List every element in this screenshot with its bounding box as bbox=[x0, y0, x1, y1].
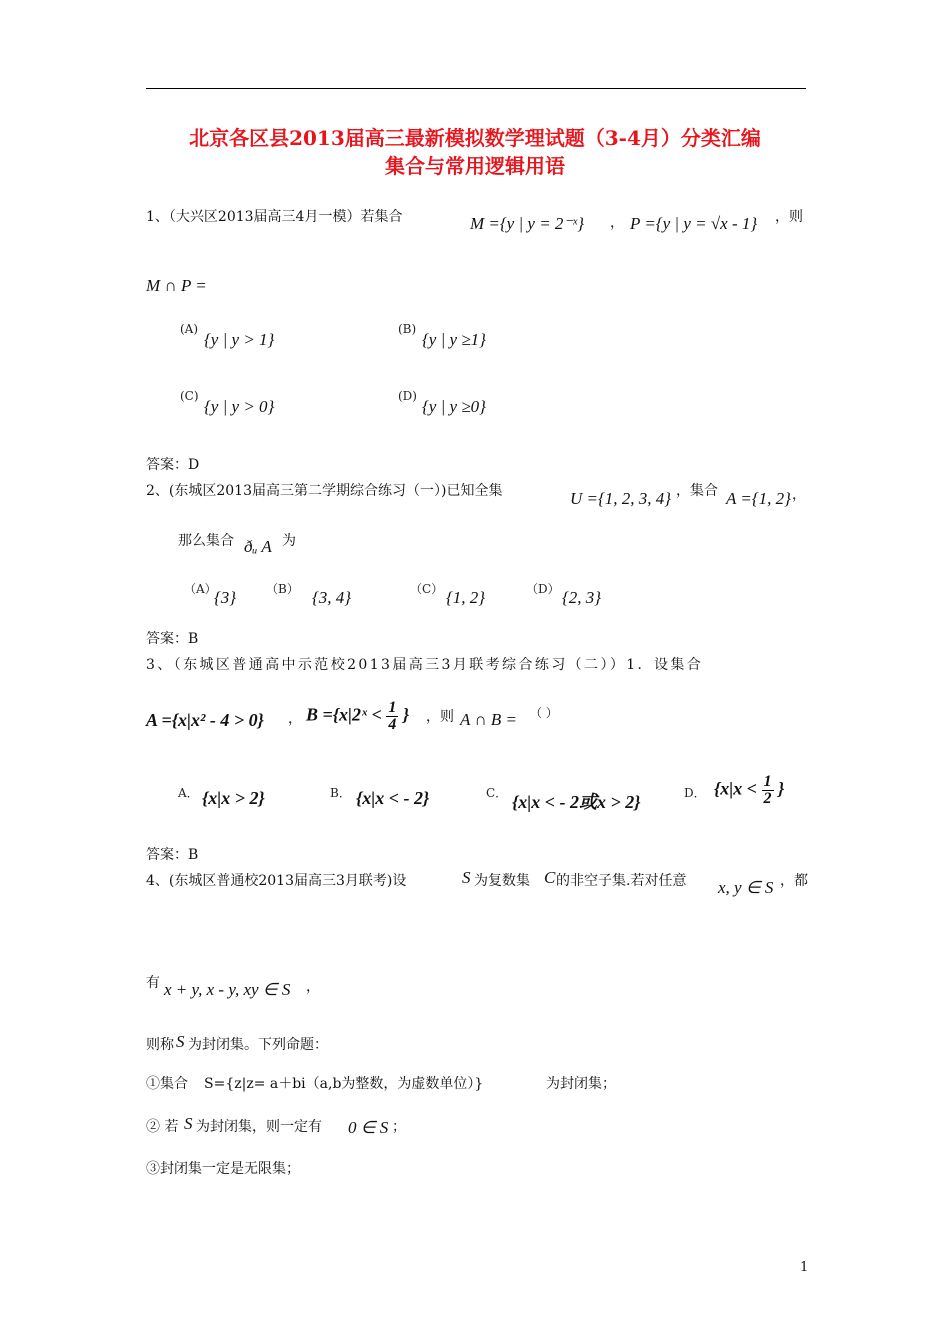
q3-frac-num: 1 bbox=[388, 699, 397, 716]
q4-item2-math: 0 ∈ S bbox=[348, 1118, 389, 1137]
q1-option-a-letter: (A) bbox=[180, 322, 199, 336]
document-title: 北京各区县2013届高三最新模拟数学理试题（3-4月）分类汇编 bbox=[189, 126, 761, 150]
q4-item2-pre: ② 若 bbox=[146, 1119, 179, 1135]
q3-option-c[interactable]: {x|x < - 2或x > 2} bbox=[512, 792, 641, 812]
q1-option-d-letter: (D) bbox=[398, 389, 417, 403]
q3-fraction bbox=[386, 700, 398, 733]
q2-option-c[interactable]: {1, 2} bbox=[446, 588, 486, 607]
q2-line2-pre: 那么集合 bbox=[178, 533, 234, 549]
q2-option-d[interactable]: {2, 3} bbox=[562, 588, 602, 607]
q2-option-b-letter: （B） bbox=[266, 582, 299, 596]
q1-option-d[interactable]: {y | y ≥0} bbox=[422, 397, 486, 416]
q4-item1-pre: ①集合 bbox=[146, 1076, 188, 1092]
header-rule bbox=[146, 88, 806, 89]
q2-option-c-letter: （C） bbox=[410, 582, 444, 596]
q4-line1-post: 的非空子集.若对任意 bbox=[556, 873, 687, 889]
q3-option-d-den: 2 bbox=[763, 790, 772, 807]
q4-item2-mid: 为封闭集，则一定有 bbox=[196, 1119, 322, 1135]
q4-item1-post: 为封闭集； bbox=[546, 1076, 616, 1092]
q3-option-b[interactable]: {x|x < - 2} bbox=[356, 788, 430, 808]
q2-set-a: A ={1, 2} bbox=[726, 489, 791, 508]
q4-line2-post: ， bbox=[306, 979, 320, 995]
q4-line2-pre: 有 bbox=[146, 975, 160, 991]
q1-option-b-letter: (B) bbox=[398, 322, 417, 336]
q1-option-c[interactable]: {y | y > 0} bbox=[204, 397, 275, 416]
q2-option-a[interactable]: {3} bbox=[214, 588, 237, 607]
q1-comma: ， bbox=[610, 215, 624, 231]
q3-option-d[interactable] bbox=[714, 774, 784, 807]
q3-option-d-letter: D． bbox=[684, 786, 706, 800]
q1-option-b[interactable]: {y | y ≥1} bbox=[422, 330, 486, 349]
q2-suffix: ， bbox=[792, 487, 806, 503]
q4-line1-pre: 4、(东城区普通校2013届高三3月联考)设 bbox=[146, 873, 407, 889]
q2-set-u: U ={1, 2, 3, 4} bbox=[570, 489, 672, 508]
q2-option-d-letter: （D） bbox=[526, 582, 560, 596]
q1-option-a[interactable]: {y | y > 1} bbox=[204, 330, 275, 349]
q3-then: ，则 bbox=[426, 709, 454, 725]
q3-prefix: 3、（东城区普通高中示范校2013届高三3月联考综合练习（二））1．设集合 bbox=[146, 657, 704, 673]
q1-option-c-letter: (C) bbox=[180, 389, 199, 403]
q3-option-d-fraction bbox=[762, 774, 774, 807]
q3-comma: ， bbox=[288, 711, 302, 727]
q2-prefix: 2、(东城区2013届高三第二学期综合练习（一）)已知全集 bbox=[146, 483, 503, 499]
q4-line3-post: 为封闭集。下列命题： bbox=[188, 1037, 328, 1053]
q1-answer: 答案：D bbox=[146, 457, 200, 473]
q1-set-m: M ={y | y = 2⁻ˣ} bbox=[470, 214, 584, 233]
q4-line1-mid: 为复数集 bbox=[474, 873, 530, 889]
q3-paren: （ ） bbox=[530, 706, 558, 720]
q4-item3: ③封闭集一定是无限集； bbox=[146, 1161, 300, 1177]
q3-option-d-num: 1 bbox=[763, 773, 772, 790]
q4-xy: x, y ∈ S bbox=[718, 878, 774, 897]
q4-line3-pre: 则称 bbox=[146, 1037, 174, 1053]
q2-complement: ðᵤ A bbox=[244, 537, 272, 556]
q3-expr: A ∩ B = bbox=[460, 710, 517, 729]
q2-line2-post: 为 bbox=[282, 533, 296, 549]
q2-mid: ，集合 bbox=[676, 483, 718, 499]
q4-item1-set: S={z|z= a＋bi（a,b为整数，为虚数单位）} bbox=[204, 1076, 484, 1092]
q3-option-c-letter: C． bbox=[486, 786, 508, 800]
page-number: 1 bbox=[800, 1260, 809, 1275]
q3-option-d-pre: {x|x < bbox=[714, 778, 757, 799]
q3-frac-den: 4 bbox=[388, 716, 397, 733]
q1-suffix: ，则 bbox=[775, 209, 803, 225]
q3-set-b bbox=[306, 700, 409, 733]
q3-option-b-letter: B． bbox=[330, 786, 351, 800]
q1-question: M ∩ P = bbox=[146, 276, 207, 295]
q1-prefix: 1、（大兴区2013届高三4月一模）若集合 bbox=[146, 209, 403, 225]
q4-item2-post: ； bbox=[392, 1119, 406, 1135]
document-subtitle: 集合与常用逻辑用语 bbox=[385, 154, 565, 178]
q4-line1-end: ，都 bbox=[780, 873, 808, 889]
q2-option-a-letter: （A） bbox=[184, 582, 217, 596]
q2-option-b[interactable]: {3, 4} bbox=[312, 588, 352, 607]
q2-answer: 答案：B bbox=[146, 631, 199, 647]
q3-set-b-pre: B ={x|2ˣ < bbox=[306, 704, 382, 725]
q3-set-a: A ={x|x² - 4 > 0} bbox=[146, 710, 264, 730]
q1-set-p: P ={y | y = √x - 1} bbox=[630, 214, 758, 233]
q3-option-d-post: } bbox=[778, 778, 785, 799]
q4-c: C bbox=[544, 868, 556, 887]
q4-s: S bbox=[462, 868, 471, 887]
q3-option-a-letter: A． bbox=[178, 786, 199, 800]
q3-answer: 答案：B bbox=[146, 847, 199, 863]
q3-set-b-post: } bbox=[402, 704, 410, 725]
q4-ops: x + y, x - y, xy ∈ S bbox=[164, 980, 291, 999]
q3-option-a[interactable]: {x|x > 2} bbox=[202, 788, 265, 808]
q4-item2-s: S bbox=[184, 1114, 193, 1133]
q4-line3-s: S bbox=[176, 1032, 185, 1051]
